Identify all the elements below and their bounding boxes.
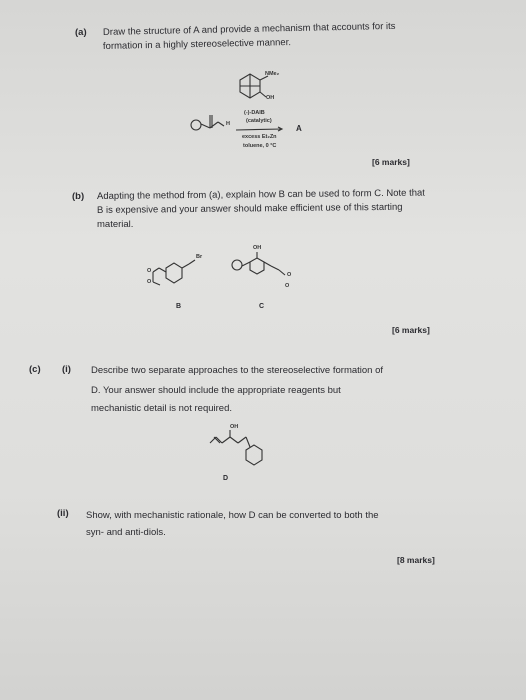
reagent-below-1: excess Et₂Zn: [242, 134, 277, 140]
part-c-label: (c): [29, 364, 41, 375]
part-c-i-line-1: Describe two separate approaches to the stereoselective formation of: [91, 365, 384, 376]
daib-nme2: NMe₂: [265, 71, 280, 77]
c-oh: OH: [253, 245, 262, 251]
d-oh: OH: [230, 424, 239, 430]
c-o1: O: [287, 272, 292, 278]
label-c: C: [259, 303, 265, 310]
daib-oh: OH: [266, 95, 275, 101]
part-c-ii-line-1: Show, with mechanistic rationale, how D can be converted to both the: [86, 510, 379, 521]
catalyst-name: (-)-DAIB: [244, 110, 265, 116]
part-b-marks: [6 marks]: [392, 325, 430, 335]
part-c-i-label: (i): [62, 364, 71, 375]
part-c-i-line-3: mechanistic detail is not required.: [91, 403, 232, 414]
part-c-ii-line-2: syn- and anti-diols.: [86, 527, 166, 538]
reagent-below-2: toluene, 0 °C: [243, 143, 277, 149]
aldehyde-h: H: [226, 121, 230, 127]
label-d: D: [223, 475, 229, 482]
c-o2: O: [285, 283, 290, 289]
b-o2: O: [147, 279, 152, 285]
part-b-line-2: B is expensive and your answer should make efficient use of this starting: [96, 201, 403, 216]
part-c-marks: [8 marks]: [397, 555, 435, 565]
part-a-line-1: Draw the structure of A and provide a mechanism that accounts for its: [102, 20, 396, 38]
part-a-line-2: formation in a highly stereoselective manner.: [102, 37, 292, 52]
label-b: B: [176, 303, 182, 310]
part-b-label: (b): [72, 191, 85, 202]
part-c-i-line-2: D. Your answer should include the appropriate reagents but: [91, 385, 341, 396]
product-a: A: [296, 124, 302, 133]
part-a-label: (a): [75, 27, 87, 38]
b-o1: O: [147, 268, 152, 274]
part-c-ii-label: (ii): [57, 508, 69, 519]
b-br: Br: [196, 254, 203, 260]
catalyst-note: (catalytic): [246, 118, 272, 124]
part-b-line-1: Adapting the method from (a), explain how B can be used to form C. Note that: [96, 187, 425, 202]
part-a-marks: [6 marks]: [372, 157, 410, 167]
part-b-line-3: material.: [97, 219, 134, 230]
